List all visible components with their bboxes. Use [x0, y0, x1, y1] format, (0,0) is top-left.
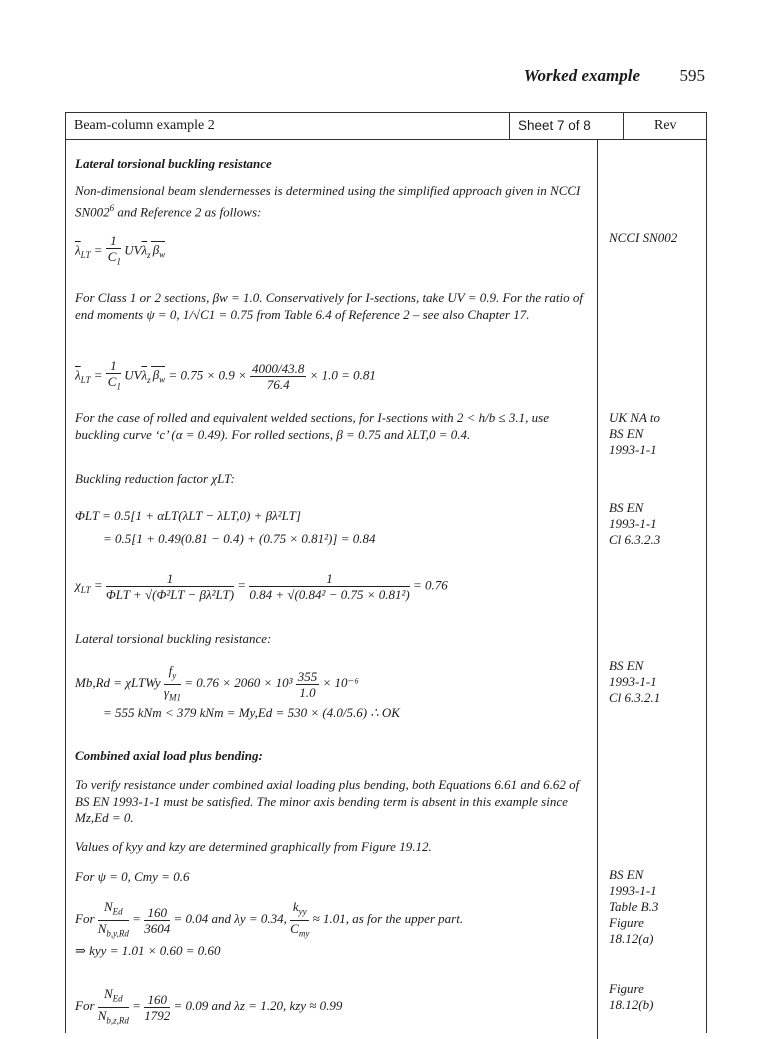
class-text: For Class 1 or 2 sections, βw = 1.0. Conservatively for I-sections, take UV = 0.9. For the ratio of end moments ψ = 0, 1/√C1 = 0.75 from Table 6.4 of Reference 2 – see also Chapter 17.: [75, 290, 583, 322]
reference-column-divider: [597, 139, 598, 1039]
axial-ratio-z: For $\frac{N_{Ed}}{N_{b,z,Rd}}$ = $\frac{160}{1792}$ = 0.09 and λz = 1.20, kzy ≈ 0.99: [75, 986, 343, 1026]
verify-text: To verify resistance under combined axial loading plus bending, both Equations 6.61 and 6.62 of BS EN 1993-1-1 must be satisfied. The minor axis bending term is absent in this example since Mz,Ed = 0.: [75, 777, 580, 825]
calculation-sheet: [65, 112, 707, 1033]
phi-line-1: ΦLT = 0.5[1 + αLT(λLT − λLT,0) + βλ²LT]: [75, 508, 301, 523]
psi-line: For ψ = 0, Cmy = 0.6: [75, 869, 190, 884]
example-name: Beam-column example 2: [74, 118, 215, 133]
ref-table-b3: BS EN 1993-1-1 Table B.3 Figure 18.12(a): [609, 867, 659, 946]
combined-heading: Combined axial load plus bending:: [75, 748, 263, 763]
chi-formula: $\chi_{LT}$ = $\frac{1}{\text{ΦLT + √(Φ²LT − βλ²LT)}}$ = $\frac{1}{\text{0.84 + √(0.84² − 0.75 × 0.81²)}}$ = 0.76: [75, 571, 448, 602]
slenderness-result: $\overline{\lambda}_{LT}$ = $\frac{1}{C_1}$ $UV\overline{\lambda}_z$ $\beta_w = 0.75 \times 0.9$ × $\frac{4000/43.8}{76.4}$ × 1.0 = 0.81: [75, 358, 376, 392]
phi-line-2: = 0.5[1 + 0.49(0.81 − 0.4) + (0.75 × 0.81²)] = 0.84: [103, 531, 376, 546]
moment-resistance: Mb,Rd = χLTWy $\frac{f_y}{\gamma_{M1}}$ = 0.76 × 2060 × 10³ $\frac{355}{1.0}$ × 10⁻⁶: [75, 663, 359, 703]
title-divider: [509, 113, 510, 139]
slenderness-formula: $\overline{\lambda}_{LT}$ = $\frac{1}{C_1}$ $UV\overline{\lambda}_z$ $\beta_w$: [75, 233, 166, 267]
revision-label: Rev: [654, 118, 677, 133]
ref-uk-na: UK NA to BS EN 1993-1-1: [609, 410, 661, 457]
page-header: [0, 66, 768, 90]
curve-text: For the case of rolled and equivalent welded sections, for I-sections with 2 < h/b ≤ 3.1, use buckling curve ‘c’ (α = 0.49). For rolled sections, β = 0.75 and λLT,0 = 0.4.: [75, 410, 549, 442]
kyy-line: ⇒ kyy = 1.01 × 0.60 = 0.60: [75, 943, 221, 958]
title-divider: [623, 113, 624, 139]
running-title: Worked example: [523, 66, 640, 85]
values-text: Values of kyy and kzy are determined graphically from Figure 19.12.: [75, 839, 432, 854]
ltb-intro: Non-dimensional beam slendernesses is determined using the simplified approach given in NCCI $SN002^6$ and Reference 2 as follows:: [75, 183, 581, 219]
moment-check: = 555 kNm < 379 kNm = My,Ed = 530 × (4.0/5.6) ∴ OK: [103, 705, 400, 720]
ref-figure-b: Figure 18.12(b): [609, 981, 654, 1012]
axial-ratio-y: For $\frac{N_{Ed}}{N_{b,y,Rd}}$ = $\frac{160}{3604}$ = 0.04 and λy = 0.34, $\frac{k_{yy}}{C_{my}}$ ≈ 1.01, as for the upper part.: [75, 899, 464, 939]
sheet-number: Sheet 7 of 8: [518, 118, 591, 133]
ltb-heading: Lateral torsional buckling resistance: [75, 156, 272, 171]
sheet-title-bar: [66, 113, 706, 140]
ref-6321: BS EN 1993-1-1 Cl 6.3.2.1: [609, 658, 661, 705]
ref-ncci: NCCI SN002: [609, 230, 678, 245]
page-number: 595: [679, 66, 705, 85]
ref-6323: BS EN 1993-1-1 Cl 6.3.2.3: [609, 500, 661, 547]
resistance-label: Lateral torsional buckling resistance:: [75, 631, 272, 646]
reduction-label: Buckling reduction factor χLT:: [75, 471, 235, 486]
